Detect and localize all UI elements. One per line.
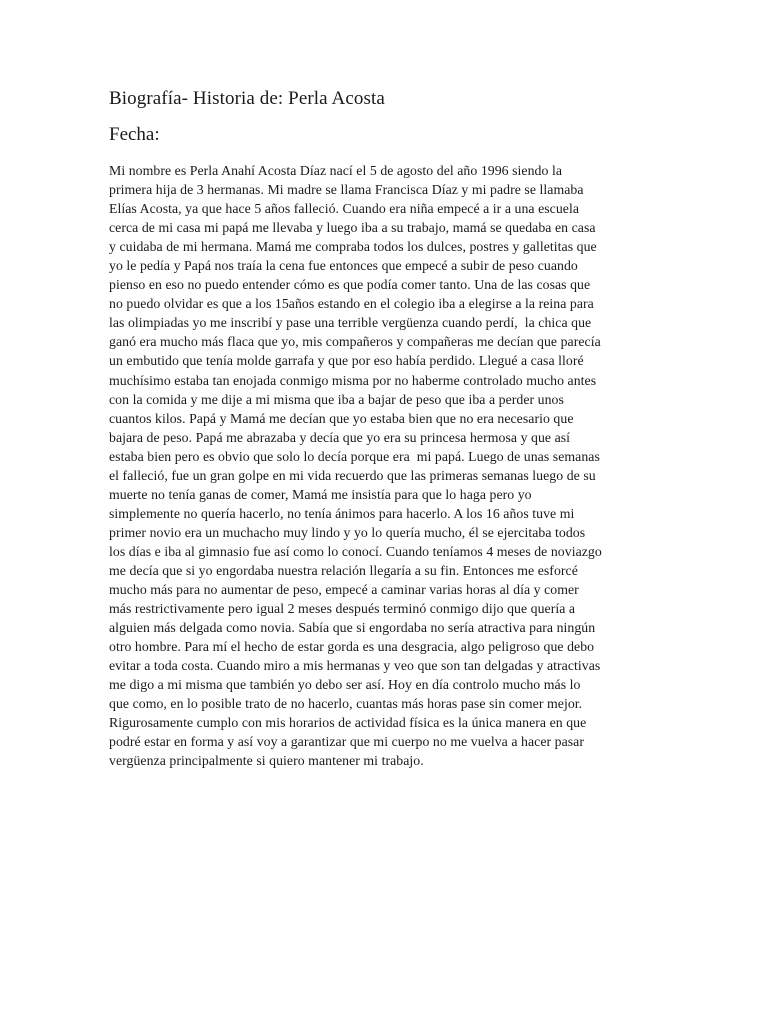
- body-line: mucho más para no aumentar de peso, empecé a caminar varias horas al día y comer: [109, 582, 579, 598]
- body-line: un embutido que tenía molde garrafa y que por eso había perdido. Llegué a casa lloré: [109, 353, 584, 369]
- body-line: Mi nombre es Perla Anahí Acosta Díaz nací el 5 de agosto del año 1996 siendo la: [109, 163, 563, 178]
- date-label: Fecha:: [109, 124, 160, 145]
- body-line: las olimpiadas yo me inscribí y pase una terrible vergüenza cuando perdí, la chica que: [109, 315, 592, 331]
- body-line: ganó era mucho más flaca que yo, mis compañeros y compañeras me decían que parecía: [109, 334, 601, 350]
- body-line: me digo a mi misma que también yo debo ser así. Hoy en día controlo mucho más lo: [109, 677, 581, 693]
- body-line: que como, en lo posible trato de no hacerlo, cuantas más horas pase sin comer mejor.: [109, 696, 583, 712]
- document-body: [109, 161, 661, 771]
- body-line: el falleció, fue un gran golpe en mi vida recuerdo que las primeras semanas luego de su: [109, 467, 596, 483]
- body-line: simplemente no quería hacerlo, no tenía ánimos para hacerlo. A los 16 años tuve mi: [109, 505, 575, 521]
- body-line: vergüenza principalmente si quiero mantener mi trabajo.: [109, 753, 424, 769]
- body-line: me decía que si yo engordaba nuestra relación llegaría a su fin. Entonces me esforcé: [109, 562, 578, 578]
- body-line: bajara de peso. Papá me abrazaba y decía que yo era su princesa hermosa y que así: [109, 429, 571, 445]
- body-line: alguien más delgada como novia. Sabía que si engordaba no sería atractiva para ningún: [109, 620, 596, 636]
- body-line: podré estar en forma y así voy a garantizar que mi cuerpo no me vuelva a hacer pasar: [109, 734, 584, 750]
- body-line: no puedo olvidar es que a los 15años estando en el colegio iba a elegirse a la reina para: [109, 296, 594, 312]
- body-line: estaba bien pero es obvio que solo lo decía porque era mi papá. Luego de unas semanas: [109, 448, 600, 464]
- body-line: muerte no tenía ganas de comer, Mamá me insistía para que lo haga pero yo: [109, 486, 532, 502]
- body-line: primera hija de 3 hermanas. Mi madre se llama Francisca Díaz y mi padre se llamaba: [109, 182, 584, 198]
- body-line: cuantos kilos. Papá y Mamá me decían que yo estaba bien que no era necesario que: [109, 410, 574, 426]
- document-title: Biografía- Historia de: Perla Acosta: [109, 88, 385, 109]
- body-line: otro hombre. Para mí el hecho de estar gorda es una desgracia, algo peligroso que debo: [109, 639, 595, 655]
- document-content: [109, 87, 661, 771]
- body-line: evitar a toda costa. Cuando miro a mis hermanas y veo que son tan delgadas y atractivas: [109, 658, 601, 674]
- body-line: los días e iba al gimnasio fue así como lo conocí. Cuando teníamos 4 meses de noviazgo: [109, 543, 602, 559]
- body-line: yo le pedía y Papá nos traía la cena fue entonces que empecé a subir de peso cuando: [109, 258, 578, 274]
- body-line: primer novio era un muchacho muy lindo y yo lo quería mucho, él se ejercitaba todos: [109, 524, 586, 540]
- body-line: pienso en eso no puedo entender cómo es que podía comer tanto. Una de las cosas que: [109, 277, 591, 293]
- body-line: cerca de mi casa mi papá me llevaba y luego iba a su trabajo, mamá se quedaba en casa: [109, 220, 596, 236]
- body-line: muchísimo estaba tan enojada conmigo misma por no haberme controlado mucho antes: [109, 372, 597, 388]
- body-line: y cuidaba de mi hermana. Mamá me compraba todos los dulces, postres y galletitas que: [109, 239, 597, 255]
- body-line: Elías Acosta, ya que hace 5 años falleció. Cuando era niña empecé a ir a una escuela: [109, 201, 580, 217]
- body-line: Rigurosamente cumplo con mis horarios de actividad física es la única manera en que: [109, 715, 587, 731]
- body-line: más restrictivamente pero igual 2 meses después terminó conmigo dijo que quería a: [109, 601, 576, 617]
- body-line: con la comida y me dije a mi misma que iba a bajar de peso que iba a perder unos: [109, 391, 564, 407]
